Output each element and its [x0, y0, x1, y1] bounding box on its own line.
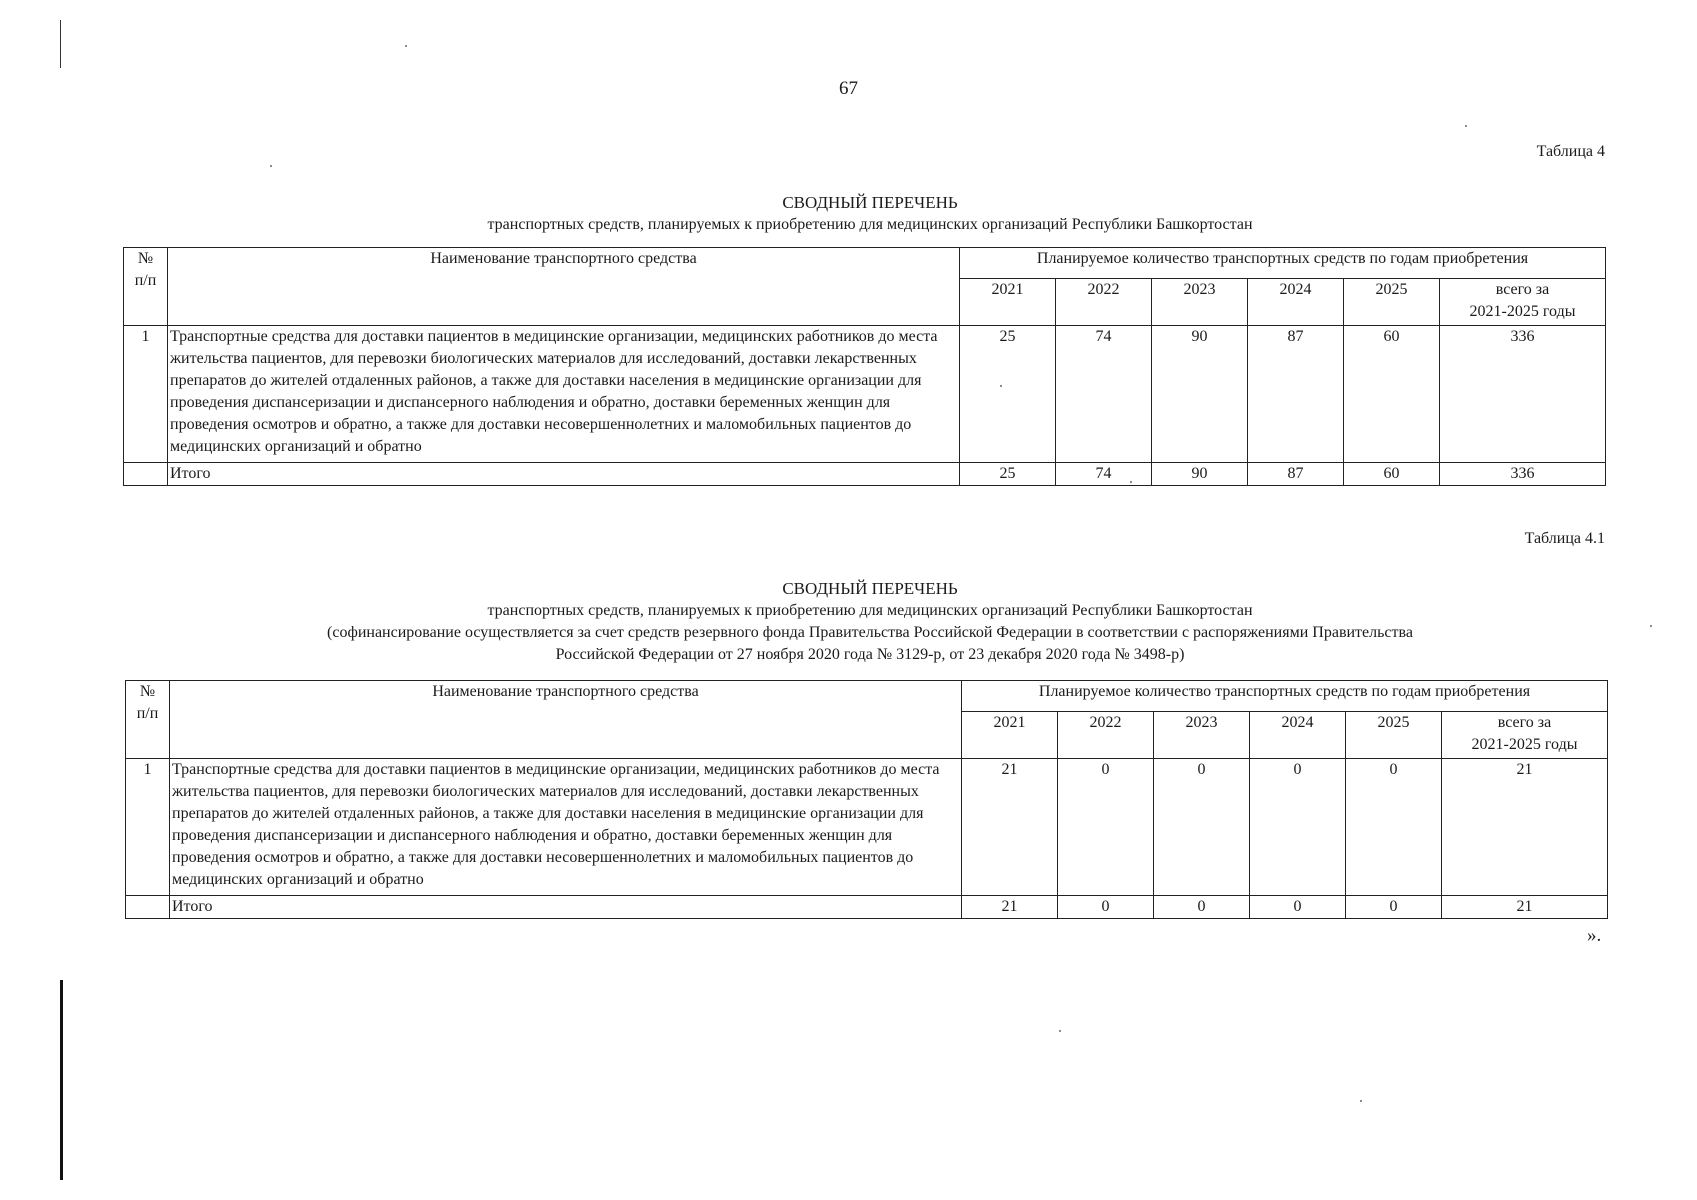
table-4-1-heading: [120, 578, 1620, 666]
total-all-years: 21: [1442, 896, 1608, 919]
total-row-number: [126, 896, 170, 919]
header-year-2022: 2022: [1056, 279, 1152, 326]
header-year-2021: 2021: [962, 712, 1058, 759]
total-label: Итого: [168, 463, 960, 486]
header-planned-quantity: Планируемое количество транспортных средств по годам приобретения: [960, 248, 1606, 279]
value-2021: 25: [960, 326, 1056, 463]
scan-speck: [1000, 385, 1002, 387]
header-year-2023: 2023: [1154, 712, 1250, 759]
total-2025: 0: [1346, 896, 1442, 919]
scan-speck: [1650, 625, 1652, 627]
scan-speck: [1360, 1100, 1362, 1102]
total-2023: 90: [1152, 463, 1248, 486]
header-total: всего за 2021-2025 годы: [1440, 279, 1606, 326]
table-4-label: Таблица 4: [1536, 143, 1605, 160]
value-2021: 21: [962, 759, 1058, 896]
total-2024: 0: [1250, 896, 1346, 919]
total-2022: 74: [1056, 463, 1152, 486]
value-2023: 0: [1154, 759, 1250, 896]
header-no: № п/п: [124, 248, 168, 326]
total-all-years: 336: [1440, 463, 1606, 486]
total-row: [124, 463, 1606, 486]
table-4-heading: [120, 192, 1620, 236]
table-row: [124, 326, 1606, 463]
value-2024: 87: [1248, 326, 1344, 463]
table-4-1: [125, 680, 1608, 919]
table-row: [126, 759, 1608, 896]
table-4-1-label: Таблица 4.1: [1524, 530, 1605, 547]
value-2022: 0: [1058, 759, 1154, 896]
header-year-2023: 2023: [1152, 279, 1248, 326]
total-2021: 21: [962, 896, 1058, 919]
scan-speck: [1130, 481, 1132, 483]
total-2022: 0: [1058, 896, 1154, 919]
page-number: 67: [839, 78, 858, 99]
table-4-1-subtitle-line-3: Российской Федерации от 27 ноября 2020 года № 3129-р, от 23 декабря 2020 года № 3498-р): [555, 646, 1185, 663]
vehicle-description: Транспортные средства для доставки пациентов в медицинские организации, медицинских работников до места жительства пациентов, для перевозки биологических материалов для исследований, доставки лекарственных препаратов до жителей отдаленных районов, а также для доставки населения в медицинские организации для проведения диспансеризации и диспансерного наблюдения и обратно, доставки беременных женщин для проведения осмотров и обратно, а также для доставки несовершеннолетних и маломобильных пациентов до медицинских организаций и обратно: [170, 759, 962, 896]
table-4-subtitle-line-1: транспортных средств, планируемых к приобретению для медицинских организаций Республики Башкортостан: [487, 216, 1253, 233]
value-2025: 60: [1344, 326, 1440, 463]
value-total: 21: [1442, 759, 1608, 896]
header-year-2025: 2025: [1344, 279, 1440, 326]
table-4-1-subtitle-line-1: транспортных средств, планируемых к приобретению для медицинских организаций Республики Башкортостан: [487, 602, 1253, 619]
scan-speck: [405, 45, 407, 47]
total-2021: 25: [960, 463, 1056, 486]
header-year-2022: 2022: [1058, 712, 1154, 759]
scan-margin-line-top: [60, 20, 61, 68]
table-4-header-row-1: [124, 248, 1606, 279]
closing-quote-mark: ».: [1587, 925, 1602, 946]
header-year-2025: 2025: [1346, 712, 1442, 759]
header-name: Наименование транспортного средства: [170, 681, 962, 759]
value-2024: 0: [1250, 759, 1346, 896]
table-4-1-header-row-1: [126, 681, 1608, 712]
total-2024: 87: [1248, 463, 1344, 486]
scan-speck: [270, 165, 272, 167]
header-no: № п/п: [126, 681, 170, 759]
total-row: [126, 896, 1608, 919]
value-2025: 0: [1346, 759, 1442, 896]
header-total: всего за 2021-2025 годы: [1442, 712, 1608, 759]
row-number: 1: [124, 326, 168, 463]
scan-margin-line-bottom: [60, 980, 63, 1180]
header-year-2024: 2024: [1248, 279, 1344, 326]
value-2023: 90: [1152, 326, 1248, 463]
header-name: Наименование транспортного средства: [168, 248, 960, 326]
table-4-title: СВОДНЫЙ ПЕРЕЧЕНЬ: [782, 193, 958, 212]
total-2025: 60: [1344, 463, 1440, 486]
total-2023: 0: [1154, 896, 1250, 919]
total-row-number: [124, 463, 168, 486]
row-number: 1: [126, 759, 170, 896]
table-4-1-subtitle-line-2: (софинансирование осуществляется за счет средств резервного фонда Правительства Российской Федерации в соответствии с распоряжениями Правительства: [327, 624, 1413, 641]
header-year-2024: 2024: [1250, 712, 1346, 759]
vehicle-description: Транспортные средства для доставки пациентов в медицинские организации, медицинских работников до места жительства пациентов, для перевозки биологических материалов для исследований, доставки лекарственных препаратов до жителей отдаленных районов, а также для доставки населения в медицинские организации для проведения диспансеризации и диспансерного наблюдения и обратно, доставки беременных женщин для проведения осмотров и обратно, а также для доставки несовершеннолетних и маломобильных пациентов до медицинских организаций и обратно: [168, 326, 960, 463]
scan-speck: [1059, 1030, 1061, 1032]
total-label: Итого: [170, 896, 962, 919]
scan-speck: [1465, 125, 1467, 127]
header-planned-quantity: Планируемое количество транспортных средств по годам приобретения: [962, 681, 1608, 712]
header-year-2021: 2021: [960, 279, 1056, 326]
table-4: [123, 247, 1606, 486]
value-2022: 74: [1056, 326, 1152, 463]
value-total: 336: [1440, 326, 1606, 463]
table-4-1-title: СВОДНЫЙ ПЕРЕЧЕНЬ: [782, 579, 958, 598]
